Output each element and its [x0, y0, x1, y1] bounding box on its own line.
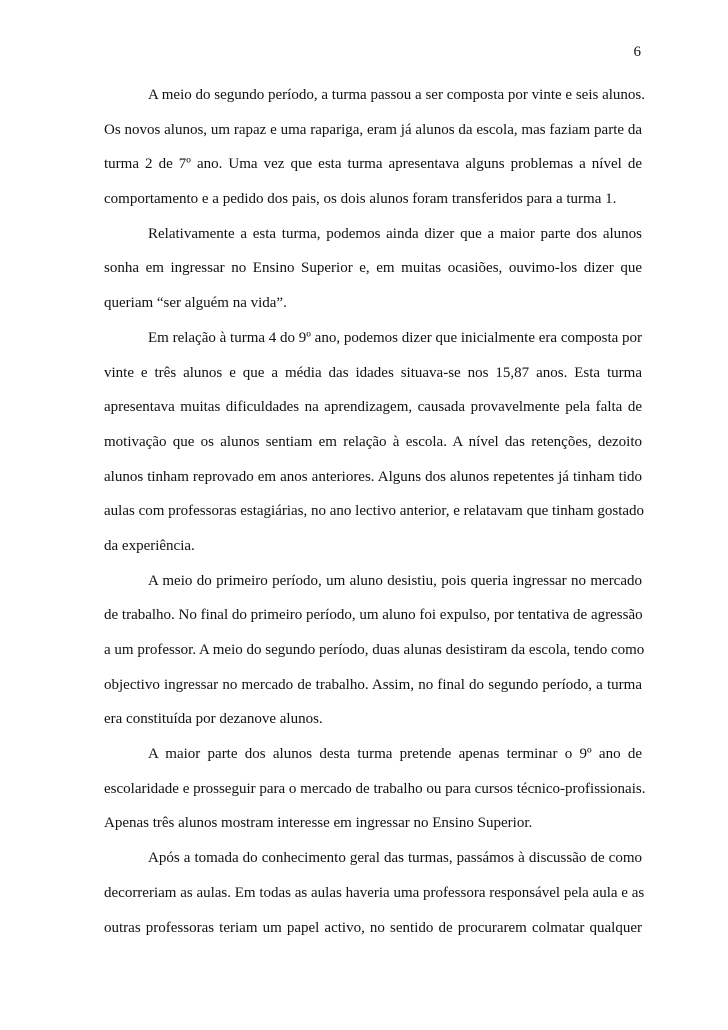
text-line: comportamento e a pedido dos pais, os dois alunos foram transferidos para a turma 1. [104, 191, 617, 208]
paragraph-first-line: A meio do segundo período, a turma passou a ser composta por vinte e seis alunos. [148, 87, 645, 103]
page-number: 6 [633, 44, 641, 60]
text-line: objectivo ingressar no mercado de trabalho. Assim, no final do segundo período, a turma [104, 676, 642, 693]
text-line: alunos tinham reprovado em anos anteriores. Alguns dos alunos repetentes já tinham tido [104, 468, 642, 485]
text-line: decorreriam as aulas. Em todas as aulas haveria uma professora responsável pela aula e as [104, 884, 645, 901]
paragraph-first-line: Após a tomada do conhecimento geral das turmas, passámos à discussão de como [148, 850, 642, 867]
text-line: apresentava muitas dificuldades na aprendizagem, causada provavelmente pela falta de [104, 399, 642, 416]
text-line: Os novos alunos, um rapaz e uma rapariga, eram já alunos da escola, mas faziam parte da [104, 121, 642, 138]
text-line: era constituída por dezanove alunos. [104, 711, 323, 728]
text-line: outras professoras teriam um papel activo, no sentido de procurarem colmatar qualquer [104, 919, 642, 936]
text-line: a um professor. A meio do segundo período, duas alunas desistiram da escola, tendo como [104, 642, 645, 658]
paragraph-first-line: A meio do primeiro período, um aluno desistiu, pois queria ingressar no mercado [148, 572, 642, 589]
text-line: turma 2 de 7º ano. Uma vez que esta turma apresentava alguns problemas a nível de [104, 156, 642, 173]
text-line: aulas com professoras estagiárias, no ano lectivo anterior, e relatavam que tinham gostado [104, 503, 645, 520]
paragraph-first-line: A maior parte dos alunos desta turma pretende apenas terminar o 9º ano de [148, 746, 642, 763]
paragraph-first-line: Em relação à turma 4 do 9º ano, podemos dizer que inicialmente era composta por [148, 329, 643, 346]
text-line: motivação que os alunos sentiam em relação à escola. A nível das retenções, dezoito [104, 433, 642, 450]
text-line: Apenas três alunos mostram interesse em ingressar no Ensino Superior. [104, 815, 533, 832]
text-line: escolaridade e prosseguir para o mercado de trabalho ou para cursos técnico-profissionais. [104, 780, 646, 797]
paragraph-first-line: Relativamente a esta turma, podemos ainda dizer que a maior parte dos alunos [148, 225, 642, 242]
text-line: da experiência. [104, 537, 195, 554]
text-line: sonha em ingressar no Ensino Superior e, em muitas ocasiões, ouvimo-los dizer que [104, 260, 642, 277]
text-line: queriam “ser alguém na vida”. [104, 295, 287, 312]
text-line: de trabalho. No final do primeiro período, um aluno foi expulso, por tentativa de agressão [104, 607, 643, 624]
text-line: vinte e três alunos e que a média das idades situava-se nos 15,87 anos. Esta turma [104, 364, 642, 381]
document-body [104, 82, 646, 949]
